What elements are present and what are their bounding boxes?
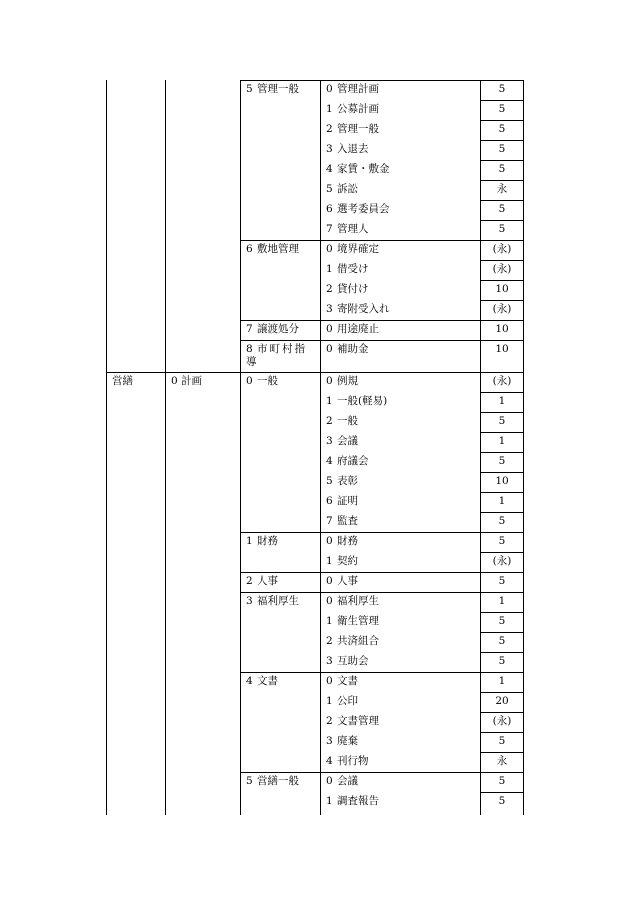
item-label: 家賃・敷金 xyxy=(337,163,390,175)
item-category xyxy=(326,755,369,768)
item-category xyxy=(326,143,369,156)
item-number: 0 xyxy=(326,535,333,547)
retention-period: 5 xyxy=(498,103,506,115)
retention-period: 5 xyxy=(498,795,506,807)
item-number: 0 xyxy=(326,575,333,587)
retention-period: 1 xyxy=(498,595,506,607)
item-number: 4 xyxy=(326,755,333,767)
item-label: 借受け xyxy=(337,263,369,275)
minor-category xyxy=(246,535,278,548)
item-number: 1 xyxy=(326,555,333,567)
item-category xyxy=(326,83,379,96)
item-label: 文書管理 xyxy=(337,715,379,727)
minor-number: 1 xyxy=(246,535,253,547)
minor-number: 0 xyxy=(246,375,253,387)
item-divider xyxy=(480,632,524,633)
minor-label: 福利厚生 xyxy=(257,595,299,607)
item-divider xyxy=(480,752,524,753)
item-label: 会議 xyxy=(337,435,358,447)
item-label: 共済組合 xyxy=(337,635,379,647)
item-category xyxy=(326,495,358,508)
item-divider xyxy=(480,552,524,553)
column-border xyxy=(165,80,166,815)
item-number: 1 xyxy=(326,615,333,627)
item-label: 文書 xyxy=(337,675,358,687)
item-label: 用途廃止 xyxy=(337,323,379,335)
item-label: 表彰 xyxy=(337,475,358,487)
minor-divider xyxy=(240,240,524,241)
minor-label: 一般 xyxy=(257,375,278,387)
item-divider xyxy=(480,220,524,221)
item-label: 会議 xyxy=(337,775,358,787)
item-label: 人事 xyxy=(337,575,358,587)
item-divider xyxy=(480,120,524,121)
minor-number: 6 xyxy=(246,243,253,255)
retention-period: 10 xyxy=(495,283,509,295)
item-category xyxy=(326,375,358,388)
retention-period: 5 xyxy=(498,615,506,627)
item-divider xyxy=(480,472,524,473)
minor-number: 5 xyxy=(246,775,253,787)
item-number: 4 xyxy=(326,455,333,467)
retention-period: (永) xyxy=(492,243,512,255)
minor-category xyxy=(246,595,299,608)
item-label: 一般(軽易) xyxy=(337,395,388,407)
item-category xyxy=(326,655,369,668)
retention-period: (永) xyxy=(492,375,512,387)
item-number: 2 xyxy=(326,123,333,135)
minor-divider xyxy=(240,80,524,81)
item-divider xyxy=(480,140,524,141)
retention-period: (永) xyxy=(492,555,512,567)
retention-period: 5 xyxy=(498,455,506,467)
item-label: 選考委員会 xyxy=(337,203,390,215)
item-divider xyxy=(480,260,524,261)
retention-period: 永 xyxy=(496,755,508,767)
item-divider xyxy=(480,412,524,413)
item-divider xyxy=(480,792,524,793)
retention-period: 10 xyxy=(495,323,509,335)
item-number: 1 xyxy=(326,263,333,275)
item-divider xyxy=(480,280,524,281)
item-number: 5 xyxy=(326,183,333,195)
item-number: 7 xyxy=(326,223,333,235)
item-category xyxy=(326,123,379,136)
item-label: 入退去 xyxy=(337,143,369,155)
item-category xyxy=(326,775,358,788)
item-divider xyxy=(480,100,524,101)
middle-category: 0 計画 xyxy=(171,375,203,387)
retention-period: 5 xyxy=(498,415,506,427)
minor-label: 譲渡処分 xyxy=(257,323,299,335)
item-category xyxy=(326,675,358,688)
minor-category xyxy=(246,375,278,388)
minor-category xyxy=(246,575,278,588)
item-divider xyxy=(480,432,524,433)
item-category xyxy=(326,575,358,588)
item-number: 0 xyxy=(326,775,333,787)
item-category xyxy=(326,735,358,748)
retention-period: 1 xyxy=(498,435,506,447)
item-number: 0 xyxy=(326,375,333,387)
item-divider xyxy=(480,652,524,653)
item-category xyxy=(326,435,358,448)
item-label: 境界確定 xyxy=(337,243,379,255)
item-number: 5 xyxy=(326,475,333,487)
item-number: 1 xyxy=(326,103,333,115)
item-label: 証明 xyxy=(337,495,358,507)
item-category xyxy=(326,203,390,216)
item-label: 訴訟 xyxy=(337,183,358,195)
item-number: 3 xyxy=(326,435,333,447)
item-category xyxy=(326,243,379,256)
item-number: 0 xyxy=(326,83,333,95)
item-divider xyxy=(480,452,524,453)
retention-period: 5 xyxy=(498,163,506,175)
retention-period: 5 xyxy=(498,535,506,547)
item-label: 衛生管理 xyxy=(337,615,379,627)
minor-label: 文書 xyxy=(257,675,278,687)
item-category xyxy=(326,343,369,356)
item-number: 0 xyxy=(326,343,333,355)
minor-label: 人事 xyxy=(257,575,278,587)
item-number: 3 xyxy=(326,303,333,315)
item-label: 監査 xyxy=(337,515,358,527)
item-label: 財務 xyxy=(337,535,358,547)
item-label: 一般 xyxy=(337,415,358,427)
retention-period: 1 xyxy=(498,495,506,507)
item-divider xyxy=(480,200,524,201)
item-divider xyxy=(480,692,524,693)
item-category xyxy=(326,695,358,708)
retention-period: 5 xyxy=(498,203,506,215)
minor-divider xyxy=(240,340,524,341)
item-divider xyxy=(480,492,524,493)
item-category xyxy=(326,635,379,648)
item-number: 0 xyxy=(326,595,333,607)
minor-label: 管理一般 xyxy=(257,83,299,95)
item-number: 3 xyxy=(326,143,333,155)
item-label: 公印 xyxy=(337,695,358,707)
item-category xyxy=(326,555,358,568)
minor-divider xyxy=(240,372,524,373)
item-category xyxy=(326,223,369,236)
minor-label: 営繕一般 xyxy=(257,775,299,787)
item-category xyxy=(326,795,379,808)
minor-divider xyxy=(240,672,524,673)
item-category xyxy=(326,283,369,296)
item-divider xyxy=(480,612,524,613)
minor-number: 4 xyxy=(246,675,253,687)
item-label: 管理計画 xyxy=(337,83,379,95)
item-label: 福利厚生 xyxy=(337,595,379,607)
item-label: 貸付け xyxy=(337,283,369,295)
column-border xyxy=(240,80,241,815)
retention-period: 5 xyxy=(498,515,506,527)
minor-label: 市町村指導 xyxy=(246,343,307,368)
item-category xyxy=(326,163,390,176)
minor-number: 3 xyxy=(246,595,253,607)
column-border xyxy=(320,80,321,815)
retention-period: 5 xyxy=(498,575,506,587)
item-number: 2 xyxy=(326,283,333,295)
minor-category xyxy=(246,775,299,788)
item-number: 6 xyxy=(326,203,333,215)
item-divider xyxy=(480,300,524,301)
retention-period: 5 xyxy=(498,635,506,647)
major-category: 営繕 xyxy=(112,375,133,387)
minor-number: 8 xyxy=(246,343,255,355)
item-number: 7 xyxy=(326,515,333,527)
item-number: 1 xyxy=(326,395,333,407)
item-divider xyxy=(480,160,524,161)
item-label: 管理一般 xyxy=(337,123,379,135)
retention-period: 5 xyxy=(498,735,506,747)
retention-period: 5 xyxy=(498,123,506,135)
item-label: 例規 xyxy=(337,375,358,387)
item-divider xyxy=(480,180,524,181)
minor-label: 財務 xyxy=(257,535,278,547)
item-label: 管理人 xyxy=(337,223,369,235)
column-border xyxy=(106,80,107,815)
item-divider xyxy=(480,732,524,733)
item-number: 3 xyxy=(326,735,333,747)
item-category xyxy=(326,515,358,528)
item-number: 2 xyxy=(326,635,333,647)
item-label: 寄附受入れ xyxy=(337,303,390,315)
item-category xyxy=(326,595,379,608)
item-number: 2 xyxy=(326,715,333,727)
retention-period: 永 xyxy=(496,183,508,195)
retention-period: 10 xyxy=(495,475,509,487)
item-number: 3 xyxy=(326,655,333,667)
item-label: 公募計画 xyxy=(337,103,379,115)
minor-number: 5 xyxy=(246,83,253,95)
minor-category xyxy=(246,243,299,256)
minor-category xyxy=(246,343,314,369)
retention-period: (永) xyxy=(492,715,512,727)
item-category xyxy=(326,183,358,196)
item-divider xyxy=(480,512,524,513)
item-category xyxy=(326,303,390,316)
item-label: 廃棄 xyxy=(337,735,358,747)
minor-number: 7 xyxy=(246,323,253,335)
minor-label: 敷地管理 xyxy=(257,243,299,255)
item-label: 補助金 xyxy=(337,343,369,355)
item-category xyxy=(326,715,379,728)
retention-period: 20 xyxy=(495,695,509,707)
item-category xyxy=(326,395,387,408)
retention-period: 10 xyxy=(495,343,509,355)
minor-divider xyxy=(240,592,524,593)
retention-period: 5 xyxy=(498,655,506,667)
item-category xyxy=(326,535,358,548)
item-category xyxy=(326,263,369,276)
minor-divider xyxy=(240,772,524,773)
item-label: 刊行物 xyxy=(337,755,369,767)
retention-period: 1 xyxy=(498,675,506,687)
item-divider xyxy=(480,392,524,393)
minor-number: 2 xyxy=(246,575,253,587)
item-number: 6 xyxy=(326,495,333,507)
item-number: 0 xyxy=(326,243,333,255)
retention-period: (永) xyxy=(492,263,512,275)
item-number: 1 xyxy=(326,695,333,707)
minor-divider xyxy=(240,572,524,573)
item-category xyxy=(326,475,358,488)
item-label: 互助会 xyxy=(337,655,369,667)
retention-period: 1 xyxy=(498,395,506,407)
item-number: 0 xyxy=(326,323,333,335)
item-number: 4 xyxy=(326,163,333,175)
minor-category xyxy=(246,675,278,688)
item-label: 府議会 xyxy=(337,455,369,467)
item-category xyxy=(326,323,379,336)
retention-period: 5 xyxy=(498,83,506,95)
retention-period: 5 xyxy=(498,143,506,155)
item-label: 契約 xyxy=(337,555,358,567)
minor-divider xyxy=(240,320,524,321)
minor-category xyxy=(246,83,299,96)
item-category xyxy=(326,103,379,116)
item-number: 2 xyxy=(326,415,333,427)
retention-period: (永) xyxy=(492,303,512,315)
item-category xyxy=(326,615,379,628)
minor-category xyxy=(246,323,299,336)
minor-divider xyxy=(240,532,524,533)
retention-period: 5 xyxy=(498,775,506,787)
item-category xyxy=(326,455,369,468)
item-number: 0 xyxy=(326,675,333,687)
item-label: 調査報告 xyxy=(337,795,379,807)
retention-period: 5 xyxy=(498,223,506,235)
item-number: 1 xyxy=(326,795,333,807)
item-category xyxy=(326,415,358,428)
item-divider xyxy=(480,712,524,713)
